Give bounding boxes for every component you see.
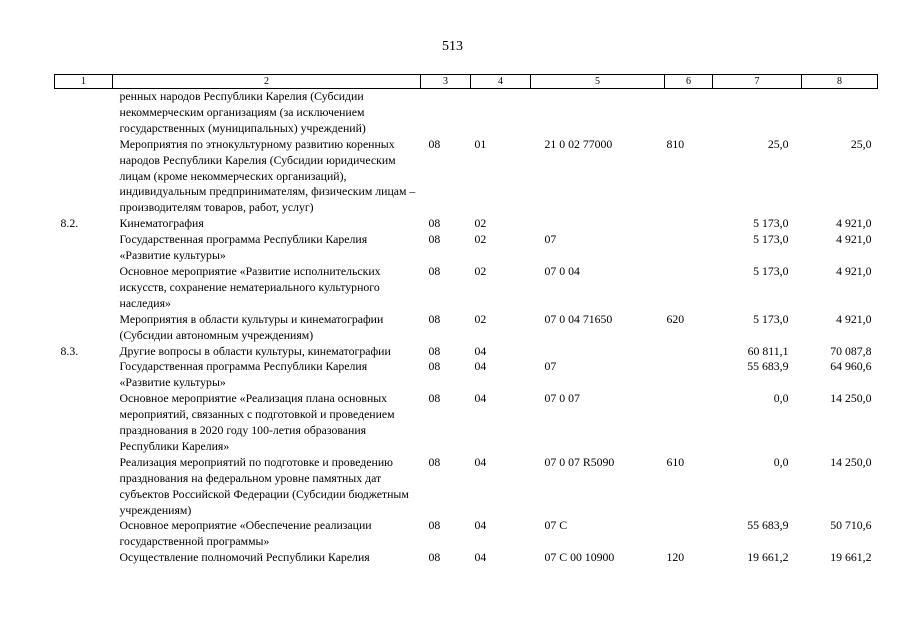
target-article-code: 07: [544, 359, 557, 374]
expense-type-code: 120: [666, 550, 685, 565]
subsection-code: 02: [474, 232, 487, 247]
column-header: 6: [665, 75, 713, 89]
row-number: 8.2.: [60, 216, 79, 231]
row-name: ренных народов Республики Карелия (Субсидии некоммерческим организациям (за исключением государственных (муниципальных) учреждений): [119, 89, 366, 135]
target-article-code: 07 0 07: [544, 391, 580, 406]
amount-year-2: 4 921,0: [836, 263, 872, 278]
row-name: Основное мероприятие «Развитие исполнительских искусств, сохранение нематериального культурного наследия»: [119, 263, 381, 310]
subsection-code: 02: [474, 263, 487, 278]
column-header: 5: [531, 75, 665, 89]
row-name: Реализация мероприятий по подготовке и проведению празднования на федеральном уровне памятных дат субъектов Российской Федерации (Субсидии бюджетным учреждениям): [119, 454, 409, 517]
page-number: 513: [442, 39, 463, 54]
row-number: [55, 359, 113, 391]
amount-year-2: 50 710,6: [830, 518, 872, 533]
expense-type-code: [665, 232, 713, 264]
amount-year-2: 4 921,0: [836, 232, 872, 247]
table-row: [55, 89, 878, 137]
subsection-code: 02: [474, 216, 487, 231]
table-row: [55, 391, 878, 455]
subsection-code: 04: [474, 518, 487, 533]
expense-type-code: [665, 89, 713, 137]
expense-type-code: 610: [666, 454, 685, 469]
section-code: 08: [428, 359, 441, 374]
expense-type-code: [665, 359, 713, 391]
row-name: Осуществление полномочий Республики Карелия: [119, 550, 370, 565]
amount-year-2: 4 921,0: [836, 311, 872, 326]
amount-year-1: 60 811,1: [747, 343, 789, 358]
amount-year-1: 5 173,0: [753, 263, 789, 278]
target-article-code: 21 0 02 77000: [544, 136, 613, 151]
target-article-code: 07 С 00 10900: [544, 550, 615, 565]
amount-year-2: 25,0: [850, 136, 872, 151]
table-row: [55, 550, 878, 566]
expense-type-code: [665, 344, 713, 360]
target-article-code: 07 0 04: [544, 263, 580, 278]
column-header: 7: [713, 75, 802, 89]
row-name: Другие вопросы в области культуры, кинематографии: [119, 343, 391, 358]
section-code: 08: [428, 550, 441, 565]
target-article-code: [531, 216, 665, 232]
expense-type-code: [665, 264, 713, 312]
table-row: [55, 455, 878, 519]
subsection-code: 01: [474, 136, 487, 151]
row-number: [55, 89, 113, 137]
row-name: Мероприятия в области культуры и кинематографии (Субсидии автономным учреждениям): [119, 311, 384, 342]
table-row: [55, 518, 878, 550]
amount-year-2: 4 921,0: [836, 216, 872, 231]
section-code: [421, 89, 471, 137]
section-code: 08: [428, 216, 441, 231]
target-article-code: 07 С: [544, 518, 568, 533]
expense-type-code: 620: [666, 311, 685, 326]
section-code: 08: [428, 136, 441, 151]
column-number-header: [55, 75, 878, 89]
amount-year-1: 5 173,0: [753, 232, 789, 247]
subsection-code: 04: [474, 359, 487, 374]
expense-type-code: [665, 391, 713, 455]
subsection-code: 04: [474, 550, 487, 565]
table-row: [55, 232, 878, 264]
row-number: [55, 518, 113, 550]
table-row: [55, 264, 878, 312]
amount-year-2: 70 087,8: [830, 343, 872, 358]
amount-year-2: 14 250,0: [830, 391, 872, 406]
row-name: Государственная программа Республики Карелия «Развитие культуры»: [119, 232, 368, 263]
subsection-code: [471, 89, 531, 137]
row-name: Основное мероприятие «Обеспечение реализации государственной программы»: [119, 518, 372, 549]
amount-year-1: 5 173,0: [753, 216, 789, 231]
amount-year-1: 55 683,9: [747, 359, 789, 374]
target-article-code: 07: [544, 232, 557, 247]
amount-year-1: 0,0: [773, 391, 789, 406]
column-header: 3: [421, 75, 471, 89]
amount-year-1: 25,0: [767, 136, 789, 151]
table-row: [55, 344, 878, 360]
section-code: 08: [428, 263, 441, 278]
amount-year-2: 64 960,6: [830, 359, 872, 374]
row-number: [55, 264, 113, 312]
column-header: 1: [55, 75, 113, 89]
row-name: Кинематография: [119, 216, 204, 231]
expense-type-code: [665, 518, 713, 550]
section-code: 08: [428, 232, 441, 247]
row-number: [55, 312, 113, 344]
expense-type-code: [665, 216, 713, 232]
amount-year-2: [802, 89, 878, 137]
row-name: Мероприятия по этнокультурному развитию коренных народов Республики Карелия (Субсидии юридическим лицам (кроме некоммерческих организаций), индивидуальным предпринимателям, физическим лицам – производителям товаров, работ, услуг): [119, 136, 416, 215]
amount-year-2: 14 250,0: [830, 454, 872, 469]
amount-year-1: 0,0: [773, 454, 789, 469]
subsection-code: 02: [474, 311, 487, 326]
section-code: 08: [428, 391, 441, 406]
row-number: [55, 391, 113, 455]
table-row: [55, 359, 878, 391]
budget-table: [54, 74, 878, 566]
section-code: 08: [428, 518, 441, 533]
section-code: 08: [428, 454, 441, 469]
row-name: Государственная программа Республики Карелия «Развитие культуры»: [119, 359, 368, 390]
column-header: 8: [802, 75, 878, 89]
subsection-code: 04: [474, 343, 487, 358]
column-header: 4: [471, 75, 531, 89]
subsection-code: 04: [474, 391, 487, 406]
amount-year-1: 5 173,0: [753, 311, 789, 326]
table-row: [55, 137, 878, 217]
target-article-code: 07 0 04 71650: [544, 311, 613, 326]
section-code: 08: [428, 343, 441, 358]
table-row: [55, 312, 878, 344]
amount-year-1: 55 683,9: [747, 518, 789, 533]
row-number: [55, 137, 113, 217]
amount-year-2: 19 661,2: [830, 550, 872, 565]
target-article-code: 07 0 07 R5090: [544, 454, 615, 469]
target-article-code: [531, 89, 665, 137]
row-number: [55, 232, 113, 264]
amount-year-1: [713, 89, 802, 137]
amount-year-1: 19 661,2: [747, 550, 789, 565]
expense-type-code: 810: [666, 136, 685, 151]
row-number: 8.3.: [60, 343, 79, 358]
column-header: 2: [113, 75, 421, 89]
row-number: [55, 550, 113, 566]
target-article-code: [531, 344, 665, 360]
row-number: [55, 455, 113, 519]
subsection-code: 04: [474, 454, 487, 469]
table-row: [55, 216, 878, 232]
section-code: 08: [428, 311, 441, 326]
row-name: Основное мероприятие «Реализация плана основных мероприятий, связанных с подготовкой и проведением празднования в 2020 году 100-летия образования Республики Карелия»: [119, 391, 395, 453]
